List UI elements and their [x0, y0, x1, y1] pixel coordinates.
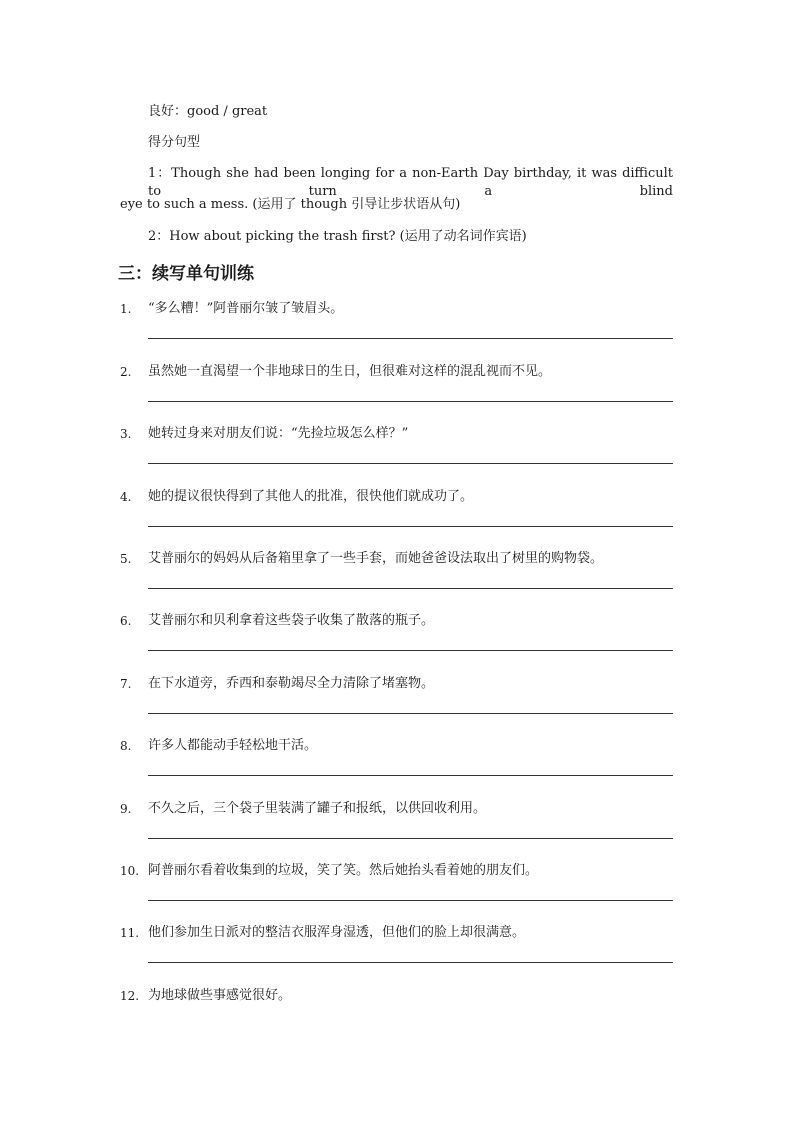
item-text: 阿普丽尔看着收集到的垃圾，笑了笑。然后她抬头看着她的朋友们。	[148, 863, 539, 878]
item-text: 许多人都能动手轻松地干活。	[148, 738, 318, 753]
item-text: 她的提议很快得到了其他人的批准，很快他们就成功了。	[148, 489, 474, 504]
item-number: 4.	[120, 490, 132, 504]
answer-line[interactable]	[148, 338, 673, 339]
answer-line[interactable]	[148, 401, 673, 402]
exercise-item	[0, 800, 794, 862]
item-number: 3.	[120, 427, 132, 441]
item-text: 他们参加生日派对的整洁衣服浑身湿透，但他们的脸上却很满意。	[148, 925, 526, 940]
item-text: 为地球做些事感觉很好。	[148, 988, 292, 1003]
answer-line[interactable]	[148, 463, 673, 464]
exercise-item	[0, 425, 794, 487]
sentence2: 2：How about picking the trash first? (运用了动名词作宾语)	[148, 229, 527, 244]
exercise-item	[0, 612, 794, 674]
item-number: 2.	[120, 365, 132, 379]
item-number: 7.	[120, 677, 132, 691]
sentence1-line2: eye to such a mess. (运用了 though 引导让步状语从句)	[120, 197, 461, 212]
item-number: 6.	[120, 614, 132, 628]
item-text: 在下水道旁，乔西和泰勒竭尽全力清除了堵塞物。	[148, 676, 435, 691]
item-text: 她转过身来对朋友们说：“先捡垃圾怎么样？”	[148, 426, 409, 441]
answer-line[interactable]	[148, 650, 673, 651]
exercise-item	[0, 550, 794, 612]
item-text: “多么糟！”阿普丽尔皱了皱眉头。	[148, 301, 344, 316]
item-number: 12.	[120, 989, 140, 1003]
item-number: 1.	[120, 302, 132, 316]
exercise-item	[0, 737, 794, 799]
score-pattern-title: 得分句型	[148, 135, 201, 150]
answer-line[interactable]	[148, 588, 673, 589]
exercise-item	[0, 363, 794, 425]
item-text: 虽然她一直渴望一个非地球日的生日，但很难对这样的混乱视而不见。	[148, 364, 552, 379]
exercise-item	[0, 924, 794, 986]
item-text: 艾普丽尔的妈妈从后备箱里拿了一些手套，而她爸爸设法取出了树里的购物袋。	[148, 551, 604, 566]
item-number: 5.	[120, 552, 132, 566]
answer-line[interactable]	[148, 838, 673, 839]
answer-line[interactable]	[148, 526, 673, 527]
item-number: 8.	[120, 739, 132, 753]
item-number: 11.	[120, 926, 140, 940]
answer-line[interactable]	[148, 775, 673, 776]
item-text: 不久之后，三个袋子里装满了罐子和报纸，以供回收利用。	[148, 801, 487, 816]
item-number: 9.	[120, 802, 132, 816]
exercise-item	[0, 987, 794, 1049]
item-number: 10.	[120, 864, 140, 878]
exercise-item	[0, 675, 794, 737]
exercise-item	[0, 862, 794, 924]
section-heading: 三：续写单句训练	[118, 264, 254, 284]
good-line: 良好：good / great	[148, 104, 268, 119]
exercise-item	[0, 488, 794, 550]
exercise-item	[0, 300, 794, 362]
answer-line[interactable]	[148, 713, 673, 714]
item-text: 艾普丽尔和贝利拿着这些袋子收集了散落的瓶子。	[148, 613, 435, 628]
answer-line[interactable]	[148, 900, 673, 901]
sentence1-line1: 1：Though she had been longing for a non-Earth Day birthday, it was difficult to turn a blind	[148, 166, 673, 199]
answer-line[interactable]	[148, 962, 673, 963]
